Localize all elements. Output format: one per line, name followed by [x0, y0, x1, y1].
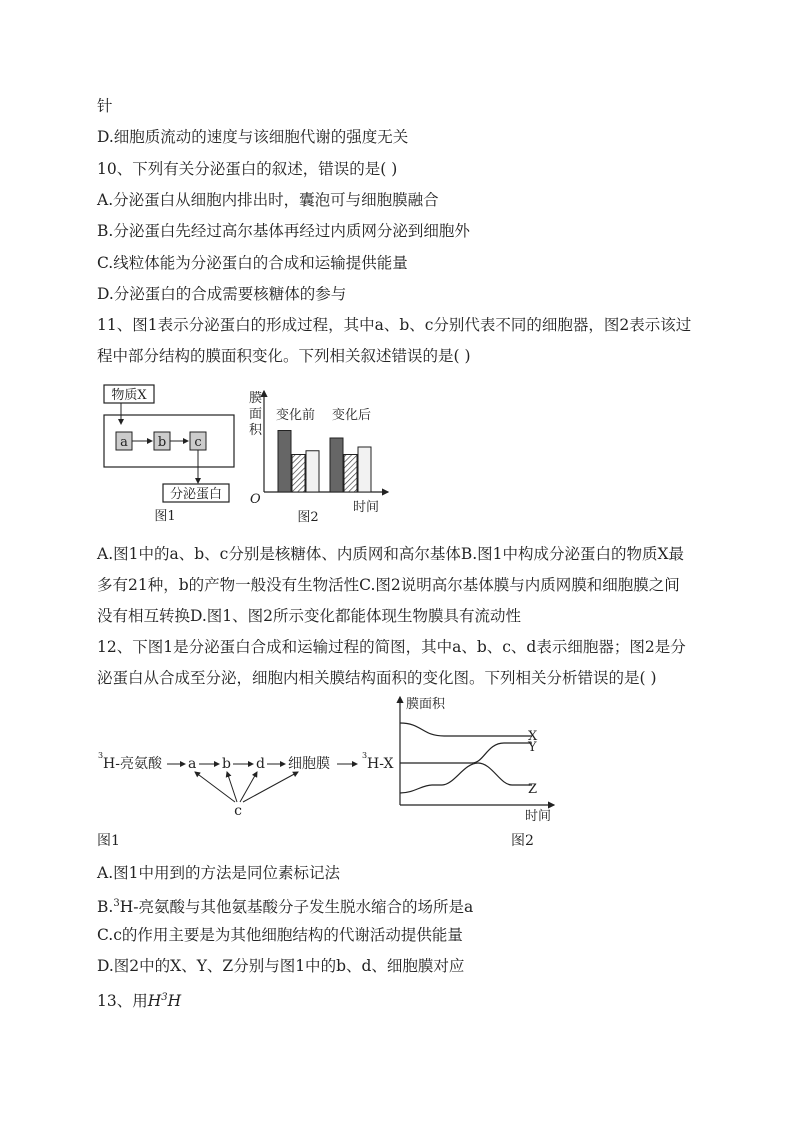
bar-golgi-before — [292, 455, 305, 493]
q11-figure1 — [97, 380, 247, 525]
node-a: a — [188, 756, 197, 772]
q13-math-h2: H — [167, 992, 182, 1011]
q12b-text: H-亮氨酸与其他氨基酸分子发生脱水缩合的场所是a — [119, 898, 474, 917]
leucine-sup: 3 — [98, 751, 104, 760]
y-axis-label-1: 膜 — [249, 391, 263, 406]
y-axis-label-2: 面 — [249, 407, 263, 422]
option-d-prev: D.细胞质流动的速度与该细胞代谢的强度无关 — [97, 128, 409, 146]
figure2-caption: 图2 — [297, 510, 319, 525]
hx-label: H-X — [367, 756, 394, 772]
bar-membrane-before — [306, 451, 319, 492]
bar-er-after — [330, 438, 343, 492]
node-c: c — [234, 803, 242, 819]
y-axis-label-3: 积 — [249, 423, 263, 438]
bar-membrane-after — [358, 447, 371, 492]
bar-er-before — [278, 431, 291, 493]
q12-figure2 — [392, 693, 567, 825]
q10-option-a: A.分泌蛋白从细胞内排出时，囊泡可与细胞膜融合 — [97, 191, 439, 209]
legend-after: 变化后 — [332, 408, 372, 423]
node-d: d — [256, 756, 265, 772]
node-membrane: 细胞膜 — [288, 756, 330, 772]
q11-figure2-chart — [240, 385, 400, 525]
product-label: 分泌蛋白 — [169, 487, 223, 502]
figure1-caption: 图1 — [154, 509, 176, 524]
q10-option-c: C.线粒体能为分泌蛋白的合成和运输提供能量 — [97, 254, 408, 272]
curve-y — [400, 743, 532, 763]
q12b-prefix: B. — [97, 898, 114, 917]
legend-before: 变化前 — [276, 408, 316, 423]
x-axis-label: 时间 — [352, 500, 380, 515]
curve-z — [400, 763, 532, 793]
q11-options-line3: 没有相互转换D.图1、图2所示变化都能体现生物膜具有流动性 — [97, 607, 522, 625]
question-12-line2: 泌蛋白从合成至分泌，细胞内相关膜结构面积的变化图。下列相关分析错误的是( ) — [97, 669, 657, 687]
origin-label: O — [250, 492, 261, 507]
label-x: X — [528, 729, 538, 744]
label-y: Y — [528, 740, 537, 755]
text-line: 针 — [97, 97, 113, 115]
q12-figure1-caption: 图1 — [97, 833, 120, 849]
q12-figure2-caption: 图2 — [511, 833, 534, 849]
question-11-line2: 程中部分结构的膜面积变化。下列相关叙述错误的是( ) — [97, 347, 471, 365]
q11-options-line2: 多有21种，b的产物一般没有生物活性C.图2说明高尔基体膜与内质网膜和细胞膜之间 — [97, 576, 680, 594]
q12-option-b — [97, 894, 473, 917]
curve-x — [400, 723, 532, 736]
q11-options-line1: A.图1中的a、b、c分别是核糖体、内质网和高尔基体B.图1中构成分泌蛋白的物质X最 — [97, 545, 685, 563]
q12-figure1 — [95, 740, 405, 820]
x-axis-label: 时间 — [524, 809, 552, 824]
question-11-line1: 11、图1表示分泌蛋白的形成过程，其中a、b、c分别代表不同的细胞器，图2表示该过 — [97, 316, 692, 334]
q12-option-c: C.c的作用主要是为其他细胞结构的代谢活动提供能量 — [97, 926, 463, 944]
substance-x-label: 物质X — [111, 388, 147, 403]
q13-sup: 3 — [161, 992, 168, 1003]
q10-option-b: B.分泌蛋白先经过高尔基体再经过内质网分泌到细胞外 — [97, 222, 470, 240]
q12-option-a: A.图1中用到的方法是同位素标记法 — [97, 864, 340, 882]
q10-option-d: D.分泌蛋白的合成需要核糖体的参与 — [97, 285, 347, 303]
question-10: 10、下列有关分泌蛋白的叙述，错误的是( ) — [97, 160, 398, 178]
q13-math-h: H — [147, 992, 162, 1011]
leucine-label: H-亮氨酸 — [103, 756, 162, 772]
organelle-b-label: b — [157, 435, 167, 450]
q12b-sup: 3 — [113, 898, 120, 909]
question-12-line1: 12、下图1是分泌蛋白合成和运输过程的简图，其中a、b、c、d表示细胞器；图2是分 — [97, 638, 686, 656]
y-axis-label: 膜面积 — [406, 697, 446, 712]
hx-sup: 3 — [362, 751, 368, 760]
organelle-a-label: a — [120, 435, 128, 450]
q12-option-d: D.图2中的X、Y、Z分别与图1中的b、d、细胞膜对应 — [97, 957, 465, 975]
label-z: Z — [528, 782, 538, 797]
node-b: b — [222, 756, 231, 772]
bar-golgi-after — [344, 455, 357, 493]
question-13 — [97, 988, 181, 1011]
q13-prefix: 13、用 — [97, 992, 148, 1011]
organelle-c-label: c — [194, 435, 202, 450]
